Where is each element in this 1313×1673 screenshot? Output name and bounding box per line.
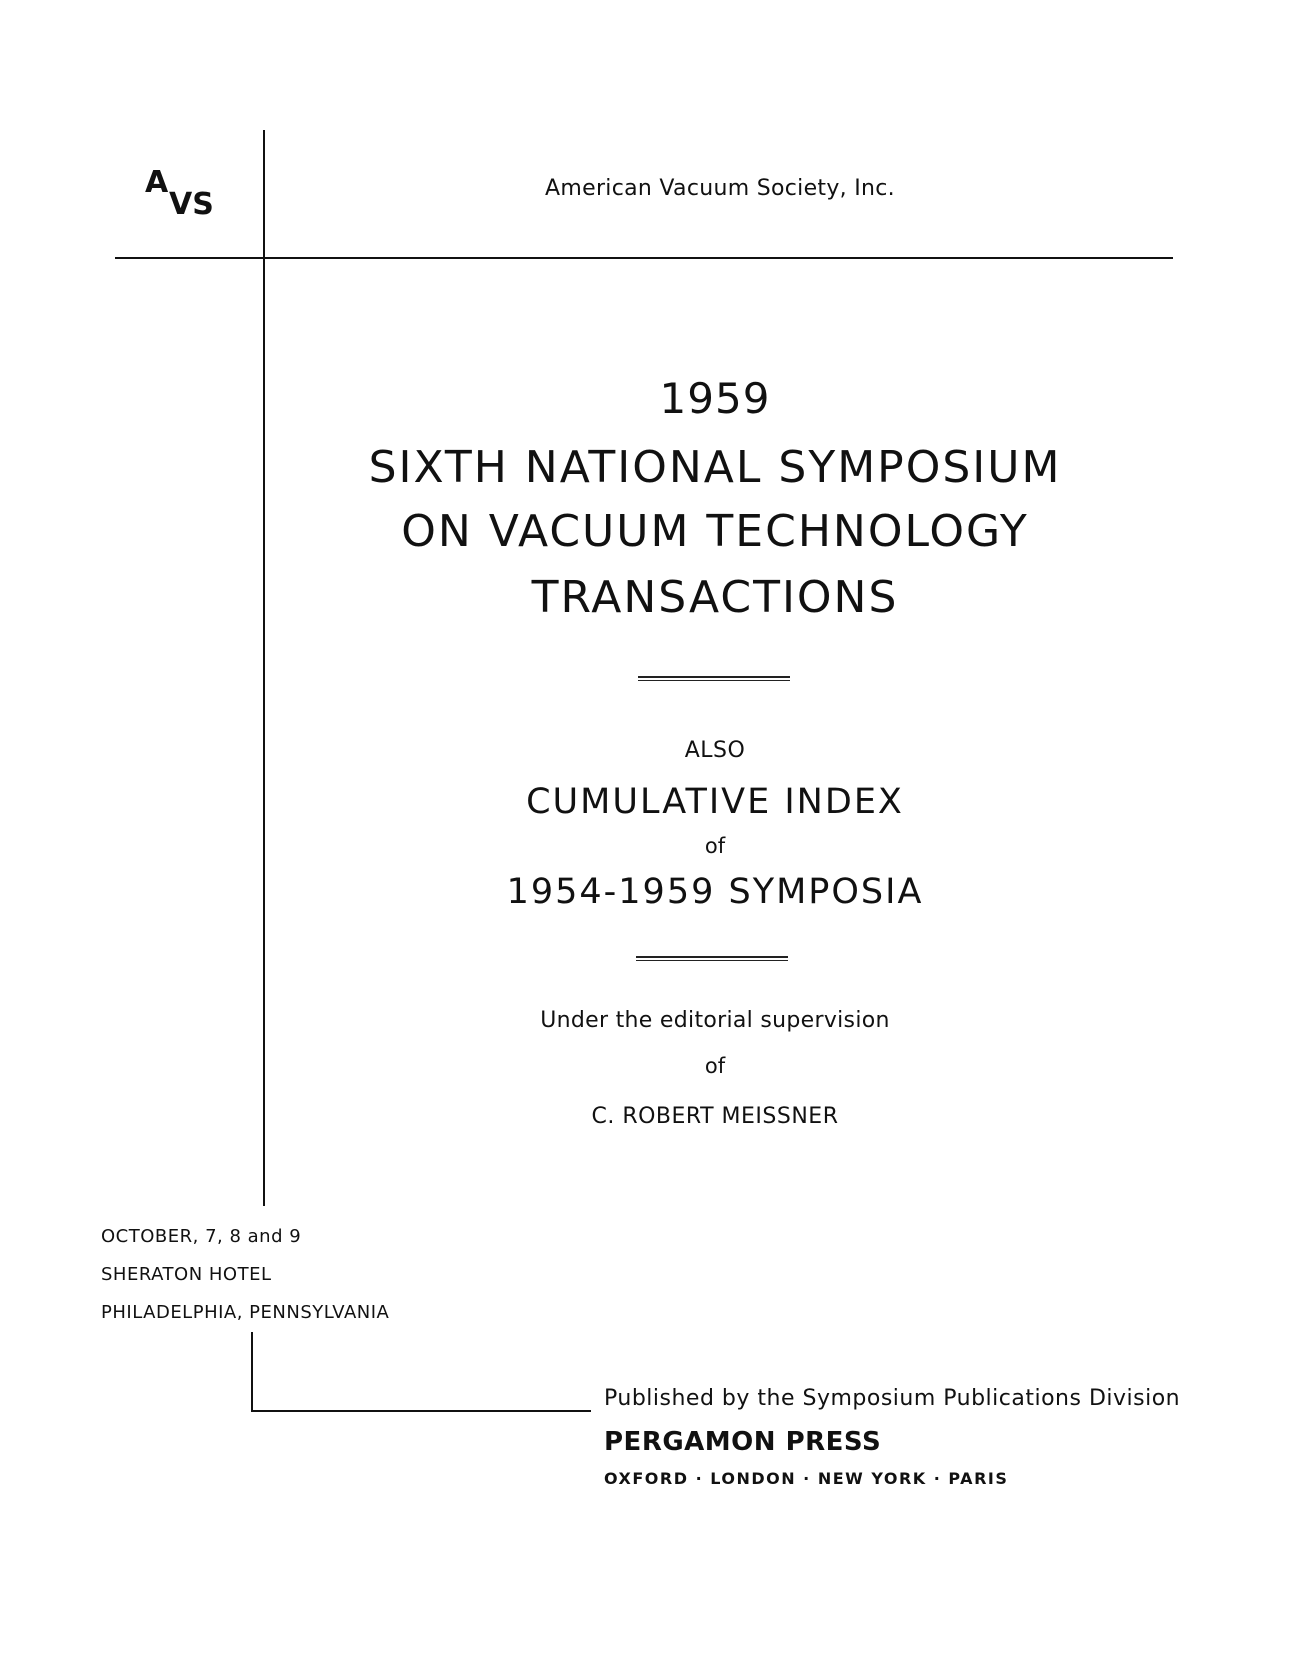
publisher-line: Published by the Symposium Publications Division — [604, 1386, 1181, 1411]
publisher-name: PERGAMON PRESS — [604, 1427, 882, 1457]
logo-letters-vs: VS — [169, 187, 214, 222]
title-line-2: ON VACUUM TECHNOLOGY — [401, 506, 1029, 557]
avs-logo — [145, 165, 235, 228]
index-divider — [636, 956, 788, 961]
title-line-1: SIXTH NATIONAL SYMPOSIUM — [368, 442, 1062, 493]
venue-dates: OCTOBER, 7, 8 and 9 — [101, 1226, 302, 1247]
venue-city: PHILADELPHIA, PENNSYLVANIA — [101, 1302, 390, 1323]
symposia-range: 1954-1959 SYMPOSIA — [506, 872, 924, 912]
of-connector-1: of — [704, 834, 726, 858]
also-label: ALSO — [684, 738, 746, 763]
society-name: American Vacuum Society, Inc. — [545, 176, 895, 201]
of-connector-2: of — [704, 1054, 726, 1078]
left-vertical-rule-upper — [263, 130, 265, 1206]
top-horizontal-rule — [115, 257, 1173, 259]
left-vertical-rule-lower — [251, 1332, 253, 1412]
publisher-cities: OXFORD · LONDON · NEW YORK · PARIS — [604, 1469, 1009, 1488]
logo-letter-a: A — [145, 165, 169, 200]
bottom-horizontal-rule — [251, 1410, 591, 1412]
cumulative-index-heading: CUMULATIVE INDEX — [526, 782, 904, 822]
venue-hotel: SHERATON HOTEL — [101, 1264, 272, 1285]
title-year: 1959 — [659, 374, 771, 423]
title-line-3: TRANSACTIONS — [531, 572, 899, 623]
editorial-supervision-line: Under the editorial supervision — [540, 1008, 890, 1033]
editor-name: C. ROBERT MEISSNER — [591, 1104, 839, 1129]
title-divider — [638, 676, 790, 681]
